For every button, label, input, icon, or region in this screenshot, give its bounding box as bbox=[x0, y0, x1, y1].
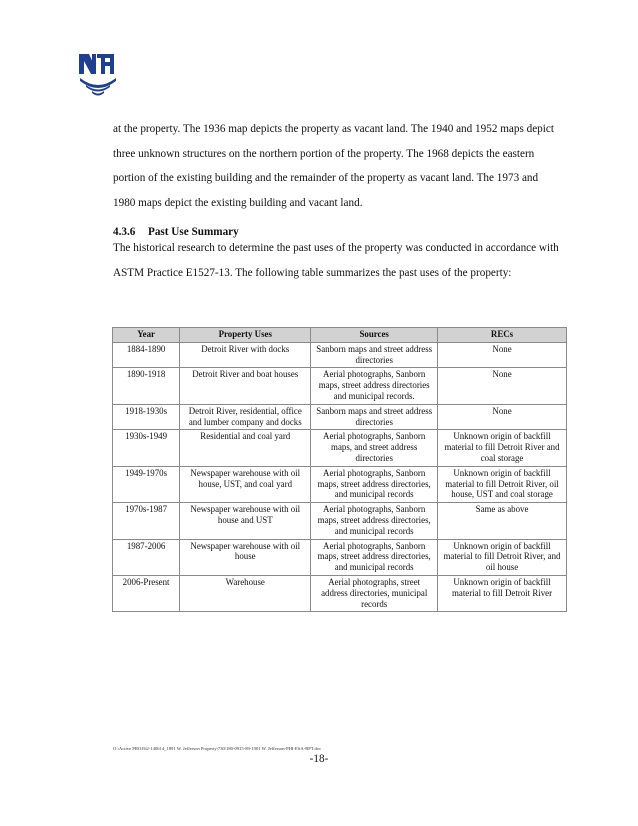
cell-sources: Aerial photographs, Sanborn maps, street address directories, and municipal records bbox=[311, 539, 438, 575]
table-row bbox=[113, 466, 567, 502]
cell-recs: Unknown origin of backfill material to fill Detroit River, oil house, UST and coal storage bbox=[438, 466, 567, 502]
table-row bbox=[113, 503, 567, 539]
cell-sources: Aerial photographs, Sanborn maps, street address directories, and municipal records bbox=[311, 466, 438, 502]
section-title: Past Use Summary bbox=[148, 226, 239, 238]
page-number: -18- bbox=[309, 753, 329, 765]
cell-year: 1949-1970s bbox=[113, 466, 180, 502]
cell-property-uses: Detroit River and boat houses bbox=[180, 368, 311, 404]
cell-year: 1970s-1987 bbox=[113, 503, 180, 539]
cell-property-uses: Detroit River, residential, office and lumber company and docks bbox=[180, 404, 311, 430]
column-header-year: Year bbox=[113, 328, 180, 343]
cell-sources: Aerial photographs, Sanborn maps, street address directories, and municipal records bbox=[311, 503, 438, 539]
cell-sources: Aerial photographs, Sanborn maps, and street address directories bbox=[311, 430, 438, 466]
cell-year: 1918-1930s bbox=[113, 404, 180, 430]
cell-property-uses: Residential and coal yard bbox=[180, 430, 311, 466]
cell-sources: Sanborn maps and street address directories bbox=[311, 404, 438, 430]
column-header-recs: RECs bbox=[438, 328, 567, 343]
column-header-sources: Sources bbox=[311, 328, 438, 343]
cell-year: 1930s-1949 bbox=[113, 430, 180, 466]
cell-recs: Unknown origin of backfill material to fill Detroit River and coal storage bbox=[438, 430, 567, 466]
table-row bbox=[113, 430, 567, 466]
cell-recs: Unknown origin of backfill material to fill Detroit River bbox=[438, 575, 567, 611]
cell-year: 2006-Present bbox=[113, 575, 180, 611]
cell-year: 1884-1890 bbox=[113, 342, 180, 368]
past-use-table bbox=[112, 327, 567, 612]
paragraph-past-use-intro: The historical research to determine the past uses of the property was conducted in accordance with ASTM Practice E1527-13. The following table summarizes the past uses of the property: bbox=[113, 242, 559, 279]
cell-property-uses: Newspaper warehouse with oil house and UST bbox=[180, 503, 311, 539]
cell-property-uses: Detroit River with docks bbox=[180, 342, 311, 368]
cell-sources: Sanborn maps and street address directories bbox=[311, 342, 438, 368]
company-logo bbox=[78, 52, 118, 98]
table-row bbox=[113, 342, 567, 368]
footer-file-path: O:\Active PROJ\62-140614_1891 W. Jefferson Property\730\180-0915-89-1901 W. Jefferson-PHI-ESA-RPT.doc bbox=[113, 746, 322, 751]
cell-recs: Same as above bbox=[438, 503, 567, 539]
table-row bbox=[113, 368, 567, 404]
cell-recs: Unknown origin of backfill material to fill Detroit River, and oil house bbox=[438, 539, 567, 575]
nth-logo-icon bbox=[78, 52, 118, 98]
cell-recs: None bbox=[438, 368, 567, 404]
cell-year: 1890-1918 bbox=[113, 368, 180, 404]
cell-sources: Aerial photographs, street address directories, municipal records bbox=[311, 575, 438, 611]
cell-recs: None bbox=[438, 342, 567, 368]
cell-year: 1987-2006 bbox=[113, 539, 180, 575]
cell-recs: None bbox=[438, 404, 567, 430]
column-header-property-uses: Property Uses bbox=[180, 328, 311, 343]
cell-property-uses: Newspaper warehouse with oil house, UST, and coal yard bbox=[180, 466, 311, 502]
table-row bbox=[113, 575, 567, 611]
cell-property-uses: Newspaper warehouse with oil house bbox=[180, 539, 311, 575]
table-header-row bbox=[113, 328, 567, 343]
table-row bbox=[113, 404, 567, 430]
cell-property-uses: Warehouse bbox=[180, 575, 311, 611]
paragraph-map-history: at the property. The 1936 map depicts the property as vacant land. The 1940 and 1952 maps depict three unknown structures on the northern portion of the property. The 1968 depicts the eastern portion of the existing building and the remainder of the property as vacant land. The 1973 and 1980 maps depict the existing building and vacant land. bbox=[113, 123, 554, 209]
section-number: 4.3.6 bbox=[113, 226, 136, 238]
table-row bbox=[113, 539, 567, 575]
cell-sources: Aerial photographs, Sanborn maps, street address directories and municipal records. bbox=[311, 368, 438, 404]
